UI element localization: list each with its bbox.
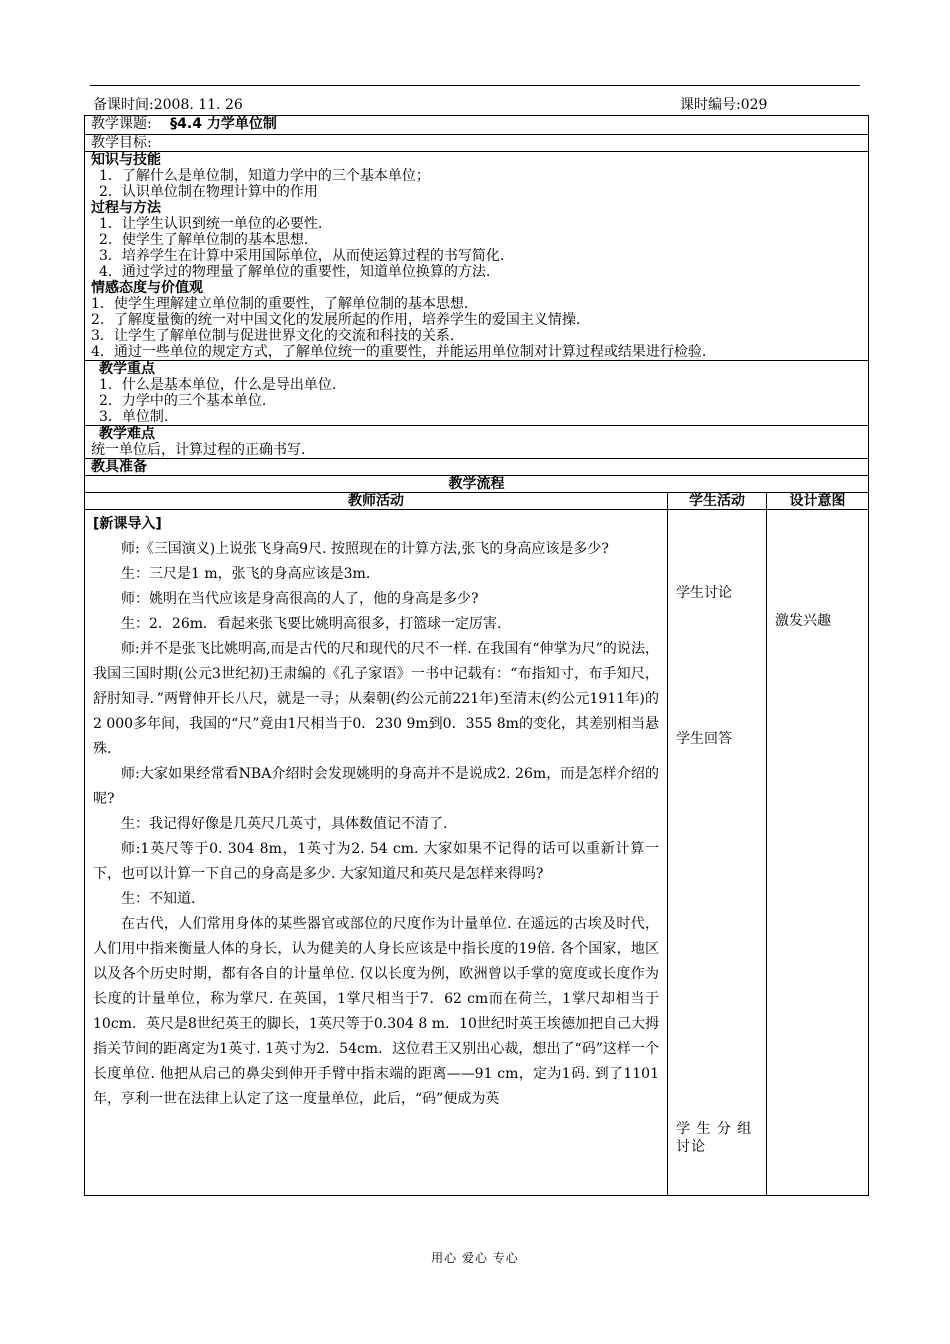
student-note: 学生回答 (676, 731, 732, 747)
teacher-paragraph: 师:1英尺等于0. 304 8m，1英寸为2. 54 cm. 大家如果不记得的话可以重新计算一下，也可以计算一下自己的身高是多少. 大家知道尺和英尺是怎样来得吗? (93, 841, 659, 882)
emotion-item: 2．了解度量衡的统一对中国文化的发展所起的作用，培养学生的爱国主义情操. (91, 312, 581, 328)
page-footer: 用心 爱心 专心 (431, 1251, 519, 1265)
design-column-header: 设计意图 (789, 493, 846, 509)
column-header-row (85, 493, 869, 510)
flow-content-row (85, 510, 869, 1196)
teacher-paragraph: 生：不知道. (121, 891, 196, 907)
flow-title: 教学流程 (448, 476, 505, 492)
key-points-heading: 教学重点 (99, 361, 155, 377)
section-heading: [新课导入] (93, 516, 162, 532)
goals-row (85, 135, 869, 152)
flow-title-row (85, 476, 869, 493)
teacher-paragraph: 生：2．26m．看起来张飞要比姚明高很多，打篮球一定厉害. (121, 616, 502, 632)
header-rule (90, 85, 860, 86)
emotion-heading: 情感态度与价值观 (91, 280, 203, 296)
emotion-item: 4．通过一些单位的规定方式，了解单位统一的重要性，并能运用单位制对计算过程或结果进行检验. (91, 344, 707, 360)
teacher-paragraph: 师:大家如果经常看NBA介绍时会发现姚明的身高并不是说成2. 26m，而是怎样介绍的呢? (93, 766, 659, 807)
process-item: 2．使学生了解单位制的基本思想. (99, 232, 309, 248)
teacher-paragraph: 在古代，人们常用身体的某些器官或部位的尺度作为计量单位. 在遥远的古埃及时代，人们用中指来衡量人体的身长，认为健美的人身长应该是中指长度的19倍. 各个国家，地区以及各个历史时期，都有各自的计量单位. 仅以长度为例，欧洲曾以手掌的宽度或长度作为长度的计量单位，称为掌尺. 在英国，1掌尺相当于7．62 cm而在荷兰，1掌尺却相当于10cm．英尺是8世纪英王的脚长，1英尺等于0.304 8 m．10世纪时英王埃德加把自己大拇指关节间的距离定为1英寸. 1英寸为2．54cm．这位君王又别出心裁，想出了“码”这样一个长度单位. 他把从启己的鼻尖到伸开手臂中指末端的距离——91 cm，定为1码. 到了1101年，亨利一世在法律上认定了这一度量单位，此后，“码”便成为英 (93, 916, 659, 1107)
emotion-item: 1．使学生理解建立单位制的重要性，了解单位制的基本思想. (91, 296, 469, 312)
teacher-column-header: 教师活动 (348, 493, 404, 509)
emotion-item: 3．让学生了解单位制与促进世界文化的交流和科技的关系. (91, 328, 455, 344)
design-note: 激发兴趣 (775, 613, 831, 629)
topic-label: 教学课题: (91, 116, 152, 132)
student-column-header: 学生活动 (689, 493, 745, 509)
teacher-paragraph: 生：我记得好像是几英尺几英寸，具体数值记不清了. (121, 816, 448, 832)
process-heading: 过程与方法 (91, 200, 161, 216)
teacher-paragraph: 生：三尺是1 m，张飞的身高应该是3m. (121, 566, 371, 582)
key-point-item: 2．力学中的三个基本单位. (99, 393, 267, 409)
goals-label: 教学目标: (91, 135, 152, 151)
knowledge-heading: 知识与技能 (91, 152, 161, 168)
difficulties-heading: 教学难点 (99, 426, 155, 442)
teacher-paragraph: 师:《三国演义)上说张飞身高9尺. 按照现在的计算方法,张飞的身高应该是多少? (121, 541, 609, 557)
prep-row (85, 459, 869, 476)
goals-content-row (85, 152, 869, 361)
difficulties-row (85, 426, 869, 459)
teacher-paragraph: 师:并不是张飞比姚明高,而是古代的尺和现代的尺不一样. 在我国有“伸掌为尺”的说法，我国三国时期(公元3世纪初)王肃编的《孔子家语》一书中记载有：“布指知寸，布手知尺，舒肘知寻．”两臂伸开长八尺，就是一寻；从秦朝(约公元前221年)至清末(约公元1911年)的2 000多年间，我国的“尺”竟由1尺相当于0．230 9m到0．355 8m的变化，其差别相当悬殊. (93, 641, 659, 757)
topic-title: §4.4 力学单位制 (170, 116, 277, 132)
lesson-number: 课时编号:029 (680, 97, 768, 113)
process-item: 3．培养学生在计算中采用国际单位，从而使运算过程的书写简化. (99, 248, 505, 264)
process-item: 4．通过学过的物理量了解单位的重要性，知道单位换算的方法. (99, 264, 491, 280)
difficulties-text: 统一单位后，计算过程的正确书写. (91, 442, 306, 458)
process-item: 1．让学生认识到统一单位的必要性. (99, 216, 323, 232)
key-point-item: 1．什么是基本单位，什么是导出单位. (99, 377, 337, 393)
prep-time: 备课时间:2008. 11. 26 (93, 97, 243, 113)
student-note: 学 生 分 组 讨论 (676, 1121, 753, 1155)
knowledge-item: 1．了解什么是单位制，知道力学中的三个基本单位； (99, 168, 430, 184)
lesson-plan-table (84, 115, 869, 1196)
key-point-item: 3．单位制. (99, 409, 169, 425)
knowledge-item: 2．认识单位制在物理计算中的作用 (99, 184, 318, 200)
student-note: 学生讨论 (676, 585, 732, 601)
teacher-paragraph: 师：姚明在当代应该是身高很高的人了，他的身高是多少? (121, 591, 479, 607)
prep-label: 教具准备 (91, 459, 147, 475)
topic-row (85, 116, 869, 135)
key-points-row (85, 361, 869, 426)
